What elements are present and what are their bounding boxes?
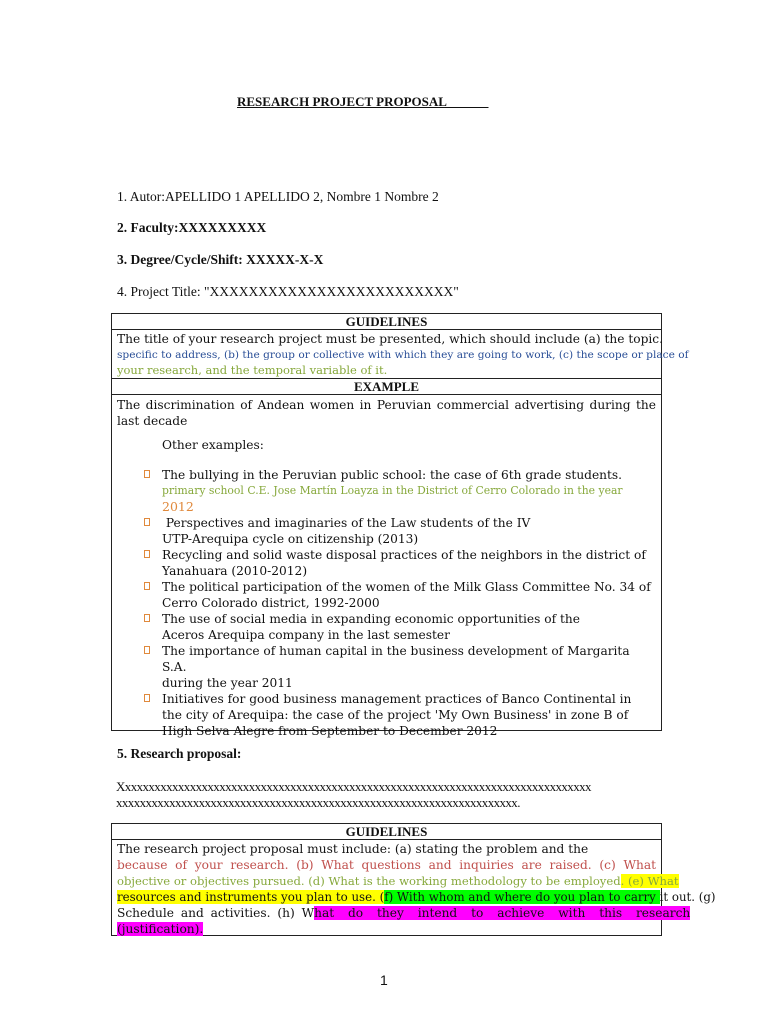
degree-field: 3. Degree/Cycle/Shift: XXXXX-X-X: [117, 252, 324, 267]
guidelines-line: [117, 905, 691, 921]
guidelines-example-table: [111, 313, 689, 738]
list-item-text: the city of Arequipa: the case of the project 'My Own Business' in zone B of: [162, 708, 629, 722]
list-item-text: Perspectives and imaginaries of the Law students of the IV: [162, 516, 531, 530]
list-item: [162, 515, 656, 547]
guidelines-line: [117, 889, 716, 905]
list-item-text: UTP-Arequipa cycle on citizenship (2013): [162, 532, 419, 546]
example-heading: EXAMPLE: [112, 378, 661, 395]
list-item-text: Aceros Arequipa company in the last semester: [162, 628, 450, 642]
guidelines-line: [117, 873, 679, 889]
list-item-text: Cerro Colorado district, 1992-2000: [162, 596, 380, 610]
guidelines-text: Schedule and activities. (h) W: [117, 906, 315, 920]
guidelines-text: it out. (g): [659, 890, 716, 904]
highlighted-text: . (e) What: [620, 874, 679, 888]
list-item-text: Initiatives for good business management practices of Banco Continental in: [162, 692, 632, 706]
list-item-text: The bullying in the Peruvian public school: the case of 6th grade students.: [162, 468, 623, 482]
list-item-text: The use of social media in expanding economic opportunities of the: [162, 612, 580, 626]
guidelines-line: The research project proposal must include: (a) stating the problem and the: [117, 842, 589, 856]
list-item: [162, 547, 656, 579]
other-examples-label: Other examples:: [162, 438, 264, 452]
highlighted-text: hat do they intend to achieve with this research: [314, 906, 691, 920]
example-main-line: The discrimination of Andean women in Peruvian commercial advertising during the: [117, 398, 656, 412]
faculty-field: 2. Faculty:XXXXXXXXX: [117, 220, 267, 235]
research-proposal-text: xxxxxxxxxxxxxxxxxxxxxxxxxxxxxxxxxxxxxxxxxxxxxxxxxxxxxxxxxxxxxxxxxxxx.: [116, 795, 520, 810]
guidelines-heading: GUIDELINES: [112, 824, 661, 840]
list-item: [162, 611, 656, 643]
highlighted-text: f) With whom and where do you plan to carry: [384, 890, 660, 904]
list-item: [162, 579, 656, 611]
highlighted-text: (justification).: [117, 922, 204, 936]
list-item-text: The political participation of the women of the Milk Glass Committee No. 34 of: [162, 580, 651, 594]
research-proposal-text: Xxxxxxxxxxxxxxxxxxxxxxxxxxxxxxxxxxxxxxxxxxxxxxxxxxxxxxxxxxxxxxxxxxxxxxxxxxxxxxxx: [116, 779, 591, 794]
list-item: [162, 643, 656, 691]
list-item-text: The importance of human capital in the business development of Margarita S.A.: [162, 644, 630, 674]
guidelines-body: [112, 330, 689, 378]
guidelines-body: [112, 840, 716, 937]
guidelines-line: [117, 921, 656, 937]
proposal-guidelines-table: [111, 823, 716, 936]
document-title: RESEARCH PROJECT PROPOSAL: [237, 94, 489, 109]
list-item: [162, 691, 656, 739]
examples-list: [117, 467, 656, 739]
list-item-text: 2012: [162, 499, 194, 514]
guidelines-line: because of your research. (b) What questions and inquiries are raised. (c) What: [117, 858, 656, 872]
guidelines-heading: GUIDELINES: [112, 314, 661, 330]
guidelines-text: objective or objectives pursued. (d) What is the working methodology to be employed: [117, 874, 621, 888]
page-number: 1: [380, 972, 388, 988]
list-item-text: Yanahuara (2010-2012): [162, 564, 308, 578]
guidelines-line: The title of your research project must be presented, which should include (a) the topic.: [117, 332, 663, 346]
example-main-line: last decade: [117, 414, 188, 428]
list-item: [162, 467, 656, 515]
guidelines-line: specific to address, (b) the group or collective with which they are going to work, (c) the scope or place of: [117, 349, 689, 361]
guidelines-line: your research, and the temporal variable of it.: [117, 363, 388, 377]
list-item-text: primary school C.E. Jose Martín Loayza in the District of Cerro Colorado in the year: [162, 484, 623, 497]
highlighted-text: resources and instruments you plan to use. (: [117, 890, 385, 904]
project-title-field: 4. Project Title: "XXXXXXXXXXXXXXXXXXXXXXXXX": [117, 284, 459, 299]
list-item-text: Recycling and solid waste disposal practices of the neighbors in the district of: [162, 548, 646, 562]
list-item-text: during the year 2011: [162, 676, 293, 690]
author-field: 1. Autor:APELLIDO 1 APELLIDO 2, Nombre 1 Nombre 2: [117, 189, 439, 204]
example-body: [112, 395, 661, 739]
research-proposal-heading: 5. Research proposal:: [117, 746, 242, 761]
list-item-text: High Selva Alegre from September to December 2012: [162, 724, 498, 738]
